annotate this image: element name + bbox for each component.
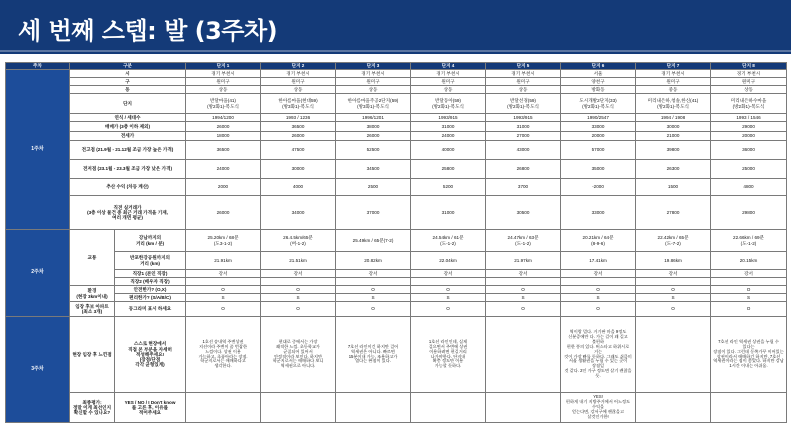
table-cell: 26000 bbox=[186, 122, 261, 132]
note-cell bbox=[411, 393, 486, 423]
group-label: 현장 임장 후 느낀점 bbox=[70, 317, 115, 393]
table-cell: O bbox=[261, 302, 336, 317]
table-cell: S bbox=[336, 294, 411, 302]
table-cell: 39800 bbox=[636, 141, 711, 160]
header-complex: 단지 7 bbox=[636, 63, 711, 70]
table-cell: O bbox=[261, 286, 336, 294]
table-cell: O bbox=[561, 302, 636, 317]
table-cell: 25800 bbox=[411, 160, 486, 179]
table-cell: 22.04km bbox=[411, 252, 486, 270]
row-label: 동그라미 표시 하세요 bbox=[115, 302, 186, 317]
table-cell: 35000 bbox=[561, 160, 636, 179]
table-cell: 원미구 bbox=[711, 78, 787, 86]
table-cell: 1994 / 1908 bbox=[636, 114, 711, 122]
table-cell: 26000 bbox=[186, 196, 261, 230]
row-label: 연식 / 세대수 bbox=[70, 114, 186, 122]
table-cell: 33000 bbox=[561, 122, 636, 132]
table-cell: 원미구 bbox=[486, 78, 561, 86]
table-cell: O bbox=[411, 286, 486, 294]
note-cell bbox=[636, 317, 711, 393]
table-cell: 34000 bbox=[261, 196, 336, 230]
table-cell: 1993 / 1546 bbox=[711, 114, 787, 122]
note-cell: 7호선 라인이긴 하지만 걸어 역세권은 아니다. 빠르면 15분이내 가능. 조용하고가 열다는 판점이 있다. bbox=[336, 317, 411, 393]
table-row bbox=[6, 122, 787, 132]
table-cell: 경기 부천시 bbox=[411, 70, 486, 78]
table-cell: O bbox=[411, 302, 486, 317]
table-cell: 34500 bbox=[336, 160, 411, 179]
table-cell bbox=[261, 278, 336, 286]
table-cell: O bbox=[636, 302, 711, 317]
table-cell: 25.20km / 68분 (도3-1-2) bbox=[186, 230, 261, 252]
table-cell: 4800 bbox=[711, 179, 787, 196]
header-complex: 단지 8 bbox=[711, 63, 787, 70]
page-title: 세 번째 스텝: 발 (3주차) bbox=[18, 17, 278, 45]
table-cell: 미리내은하수마을 (방2화1)-복도식 bbox=[711, 94, 787, 114]
table-row bbox=[6, 270, 787, 278]
table-cell: 경기 부천시 bbox=[636, 70, 711, 78]
group-label: 환경 (현장 3km이내) bbox=[70, 286, 115, 302]
table-cell: 36500 bbox=[186, 141, 261, 160]
row-label: 추산 수익 (차등 계산) bbox=[70, 179, 186, 196]
table-cell: 20.21km / 64분 (8-9-6) bbox=[561, 230, 636, 252]
table-cell: 38000 bbox=[336, 122, 411, 132]
table-cell: 17.41km bbox=[561, 252, 636, 270]
table-cell: O bbox=[486, 302, 561, 317]
table-row bbox=[6, 230, 787, 252]
table-cell: 20000 bbox=[561, 132, 636, 141]
table-row bbox=[6, 278, 787, 286]
table-cell: 31000 bbox=[486, 122, 561, 132]
table-cell: 25000 bbox=[711, 160, 787, 179]
table-cell: 36000 bbox=[711, 141, 787, 160]
header-category: 구분 bbox=[70, 63, 186, 70]
table-cell: 18000 bbox=[186, 132, 261, 141]
table-cell: 22.66km / 69분 (도-1-2) bbox=[711, 230, 787, 252]
table-cell: 4000 bbox=[261, 179, 336, 196]
table-cell bbox=[411, 278, 486, 286]
table-cell: 원미구 bbox=[186, 78, 261, 86]
table-cell: 원미구 bbox=[411, 78, 486, 86]
table-row bbox=[6, 252, 787, 270]
week-label: 1주차 bbox=[6, 70, 70, 230]
table-cell: 57000 bbox=[561, 141, 636, 160]
table-cell: 반달동아(59) (방2화1)-복도식 bbox=[411, 94, 486, 114]
table-cell: 21.51km bbox=[261, 252, 336, 270]
row-label: 안전한가? (O,X) bbox=[115, 286, 186, 294]
row-label: 단지 bbox=[70, 94, 186, 114]
table-cell: S bbox=[636, 294, 711, 302]
table-cell: 26000 bbox=[261, 132, 336, 141]
table-cell: 강서 bbox=[561, 270, 636, 278]
table-cell: 미리내은하,청솔,한신(41) (방2화1)-복도식 bbox=[636, 94, 711, 114]
table-cell: 52500 bbox=[336, 141, 411, 160]
table-cell: 강서 bbox=[336, 270, 411, 278]
week-label: 3주차 bbox=[6, 317, 70, 423]
table-cell bbox=[486, 278, 561, 286]
row-label: 시 bbox=[70, 70, 186, 78]
table-row bbox=[6, 94, 787, 114]
table-cell: 강서 bbox=[261, 270, 336, 278]
table-row bbox=[6, 317, 787, 393]
table-row bbox=[6, 286, 787, 294]
note-cell bbox=[336, 393, 411, 423]
table-cell: 도시개발2단지(33) (방2화1)-복도식 bbox=[561, 94, 636, 114]
table-cell: 26300 bbox=[636, 160, 711, 179]
table-cell: 47500 bbox=[261, 141, 336, 160]
table-cell: 1996/1201 bbox=[336, 114, 411, 122]
table-cell bbox=[336, 278, 411, 286]
table-cell: 24.54km / 61분 (도-1-2) bbox=[411, 230, 486, 252]
table-row bbox=[6, 160, 787, 179]
table-cell bbox=[561, 278, 636, 286]
row-label: 스스로 현장에서 직접 본 부분을 자세히 적성해주세요! (장점/단점 각각 균형있게) bbox=[115, 317, 186, 393]
table-cell: 경기 부천시 bbox=[711, 70, 787, 78]
group-label: 최종평가: 정말 이게 최선인지 확신할 수 있나요? bbox=[70, 393, 115, 423]
table-cell: 상동 bbox=[261, 86, 336, 94]
table-cell: O bbox=[186, 302, 261, 317]
table-cell: 중동 bbox=[636, 86, 711, 94]
table-cell: S bbox=[261, 294, 336, 302]
table-cell: 상동 bbox=[186, 86, 261, 94]
table-cell: 상동 bbox=[486, 86, 561, 94]
header-complex: 단지 2 bbox=[261, 63, 336, 70]
table-cell: 26000 bbox=[336, 132, 411, 141]
header-complex: 단지 5 bbox=[486, 63, 561, 70]
table-cell: 강서 bbox=[486, 270, 561, 278]
table-cell: 양천구 bbox=[561, 78, 636, 86]
header-divider bbox=[0, 50, 791, 52]
table-cell: 상동 bbox=[411, 86, 486, 94]
table-cell: S bbox=[486, 294, 561, 302]
header-complex: 단지 3 bbox=[336, 63, 411, 70]
table-cell: 강서 bbox=[711, 270, 787, 278]
table-row bbox=[6, 70, 787, 78]
table-cell: O bbox=[636, 286, 711, 294]
table-row bbox=[6, 179, 787, 196]
table-cell: 26800 bbox=[486, 160, 561, 179]
table-cell: 27000 bbox=[486, 132, 561, 141]
table-row bbox=[6, 393, 787, 423]
table-cell: 31000 bbox=[411, 122, 486, 132]
table-cell: 29800 bbox=[711, 196, 787, 230]
table-cell: 경기 부천시 bbox=[486, 70, 561, 78]
table-cell: 2000 bbox=[186, 179, 261, 196]
table-cell: 1500 bbox=[636, 179, 711, 196]
table-cell: O bbox=[336, 286, 411, 294]
table-cell: 경기 부천시 bbox=[261, 70, 336, 78]
row-label: 편리한가? (S/A/B/C) bbox=[115, 294, 186, 302]
note-cell bbox=[186, 393, 261, 423]
table-row bbox=[6, 132, 787, 141]
table-header-row bbox=[6, 63, 787, 70]
table-cell: 21.97km bbox=[486, 252, 561, 270]
header-complex: 단지 6 bbox=[561, 63, 636, 70]
row-label: YES / NO / I Don't know 를 고른 후, 이유를 적어주세요 bbox=[115, 393, 186, 423]
row-label: 직전 실거래가 (3층 이상 물건 중 최근 거래 가격을 기재, 여러 개면 평균) bbox=[70, 196, 186, 230]
table-cell bbox=[636, 278, 711, 286]
table-row bbox=[6, 294, 787, 302]
table-cell: 반달선경(59) (방2화1)-복도식 bbox=[486, 94, 561, 114]
row-label: 반포한강공원까지의 거리 (km) bbox=[115, 252, 186, 270]
table-cell: 1994/1200 bbox=[186, 114, 261, 122]
table-cell: 1993 / 1236 bbox=[261, 114, 336, 122]
table-cell: S bbox=[711, 294, 787, 302]
note-cell: 현대로 중에서는 가장 쾌적한 느낌. 초등학교가 균질되어 있어서 안정적이라 보인다. 하지만 학군지로서는 애매하다 보니 역세권으로 아니다. bbox=[261, 317, 336, 393]
table-cell: 경기 부천시 bbox=[186, 70, 261, 78]
table-cell: 2500 bbox=[336, 179, 411, 196]
note-cell bbox=[711, 393, 787, 423]
table-cell: 27800 bbox=[636, 196, 711, 230]
table-cell: O bbox=[186, 286, 261, 294]
comparison-table bbox=[5, 62, 787, 423]
table-row bbox=[6, 141, 787, 160]
table-cell: 방화동 bbox=[561, 86, 636, 94]
note-cell bbox=[486, 317, 561, 393]
row-label: 구 bbox=[70, 78, 186, 86]
note-cell: 7호선 라인 역세권 상권을 누릴 수 있다는 장점이 있다. 그런데 동쪽가꾸 이어있는 상권이라서 애매하긴 하지만, 7호선 역세권이라는 점이 좋았다. 하지만 강남 1시간 이내는 아쉬움. bbox=[711, 317, 787, 393]
table-row bbox=[6, 196, 787, 230]
table-cell: 경기 부천시 bbox=[336, 70, 411, 78]
page-header bbox=[0, 0, 791, 54]
note-cell: 1호선 송내역 주변상권 지선이라 주변이 좀 번잡한 느낌이다. 상권 이용 가능하고, 초품아라는 장점. 학군지로서는 애매하다고 생각한다. bbox=[186, 317, 261, 393]
table-cell: -2000 bbox=[561, 179, 636, 196]
week-label: 2주차 bbox=[6, 230, 70, 317]
group-label: 교통 bbox=[70, 230, 115, 286]
table-cell: 30500 bbox=[486, 196, 561, 230]
table-cell: 강서 bbox=[636, 270, 711, 278]
table-cell: 한아름마을주공2단지(59) (방3화1)-복도식 bbox=[336, 94, 411, 114]
table-cell: 21000 bbox=[636, 132, 711, 141]
table-cell: 25.49km / 65분(7-2) bbox=[336, 230, 411, 252]
table-cell: 29000 bbox=[711, 122, 787, 132]
table-cell: S bbox=[411, 294, 486, 302]
table-cell: 강서 bbox=[411, 270, 486, 278]
table-cell: 반달마을(41) (방2화1)-복도식 bbox=[186, 94, 261, 114]
table-cell: O bbox=[711, 302, 787, 317]
note-cell bbox=[486, 393, 561, 423]
row-label: 전저점 (23.1월 - 23.3월 조금 가장 낮은 가격) bbox=[70, 160, 186, 179]
table-cell: 26.4.5km/65분 (버-1-2) bbox=[261, 230, 336, 252]
header-week: 주차 bbox=[6, 63, 70, 70]
note-cell bbox=[636, 393, 711, 423]
table-cell: S bbox=[186, 294, 261, 302]
table-cell: 24.47km / 63분 (도-1-2) bbox=[486, 230, 561, 252]
table-cell: 30000 bbox=[636, 122, 711, 132]
table-row bbox=[6, 302, 787, 317]
row-label: 매매가 (3층 이하 제외) bbox=[70, 122, 186, 132]
table-cell: 37000 bbox=[336, 196, 411, 230]
table-cell: 24000 bbox=[186, 160, 261, 179]
table-cell: 33000 bbox=[561, 196, 636, 230]
table-cell: 상동 bbox=[336, 86, 411, 94]
table-cell: 22.42km / 65분 (도-7-2) bbox=[636, 230, 711, 252]
table-cell: O bbox=[711, 286, 787, 294]
table-cell: 한아름마을(현대59) (방3화1)-복도식 bbox=[261, 94, 336, 114]
header-complex: 단지 1 bbox=[186, 63, 261, 70]
table-row bbox=[6, 86, 787, 94]
table-cell: 43000 bbox=[486, 141, 561, 160]
table-cell: 20.82km bbox=[336, 252, 411, 270]
group-label: 임장 후보 아파트 (최소 3개) bbox=[70, 302, 115, 317]
table-cell: 1993/915 bbox=[486, 114, 561, 122]
table-cell: 19.86km bbox=[636, 252, 711, 270]
table-cell: 36500 bbox=[261, 122, 336, 132]
table-cell: 40000 bbox=[411, 141, 486, 160]
row-label: 직장1 (본인 직장) bbox=[115, 270, 186, 278]
table-cell: 1993/915 bbox=[411, 114, 486, 122]
table-cell bbox=[186, 278, 261, 286]
table-cell: 원미구 bbox=[636, 78, 711, 86]
note-cell: 1호선 라인인데, 실제 걸으면서 주변에 상권 이용하려면 편길거리 나가야한다. 단지내 확충 정도만 이용 가능할 듯하다. bbox=[411, 317, 486, 393]
table-cell: 30000 bbox=[261, 160, 336, 179]
table-cell: 5200 bbox=[411, 179, 486, 196]
note-cell bbox=[261, 393, 336, 423]
table-cell: 원미구 bbox=[336, 78, 411, 86]
table-cell: 1990/2547 bbox=[561, 114, 636, 122]
table-cell: 31000 bbox=[411, 196, 486, 230]
row-label: 전세가 bbox=[70, 132, 186, 141]
table-cell: 21.91km bbox=[186, 252, 261, 270]
table-cell: 강서 bbox=[186, 270, 261, 278]
table-cell: 원미구 bbox=[261, 78, 336, 86]
row-label: 직장2 (배우자 직장) bbox=[115, 278, 186, 286]
row-label: 강남까지의 거리 (km / 분) bbox=[115, 230, 186, 252]
table-cell: O bbox=[561, 286, 636, 294]
note-cell: 역이랑 멀다. 거기판 마을 9정도 신분증에만 다. 가는 길이 꽤 길고 불편하 편한 풍의 있다. 버스타고 하위시로 거는 것이 가장 빠를 듯하다. 그래도 쉬클미 서울 생활권을 누릴 수 있는 곳이 장점일 것 같다. 2인 가구 정도면 살기 괜찮을 듯. bbox=[561, 317, 636, 393]
header-complex: 단지 4 bbox=[411, 63, 486, 70]
row-label: 전고점 (21.9월 - 21.12월 조금 가장 높은 가격) bbox=[70, 141, 186, 160]
table-row bbox=[6, 78, 787, 86]
table-cell: 3700 bbox=[486, 179, 561, 196]
table-cell: 24000 bbox=[411, 132, 486, 141]
table-cell bbox=[711, 278, 787, 286]
table-cell: S bbox=[561, 294, 636, 302]
table-cell: 20000 bbox=[711, 132, 787, 141]
table-cell: 서울 bbox=[561, 70, 636, 78]
table-cell: 20.15km bbox=[711, 252, 787, 270]
note-cell: YES! 편하게 내기 지방주거에서 어느정도 수익을 얻는다면, 강서구에 괜찮을고 살것인가한! bbox=[561, 393, 636, 423]
table-cell: O bbox=[336, 302, 411, 317]
table-cell: 상동 bbox=[711, 86, 787, 94]
row-label: 동 bbox=[70, 86, 186, 94]
table-cell: O bbox=[486, 286, 561, 294]
table-row bbox=[6, 114, 787, 122]
